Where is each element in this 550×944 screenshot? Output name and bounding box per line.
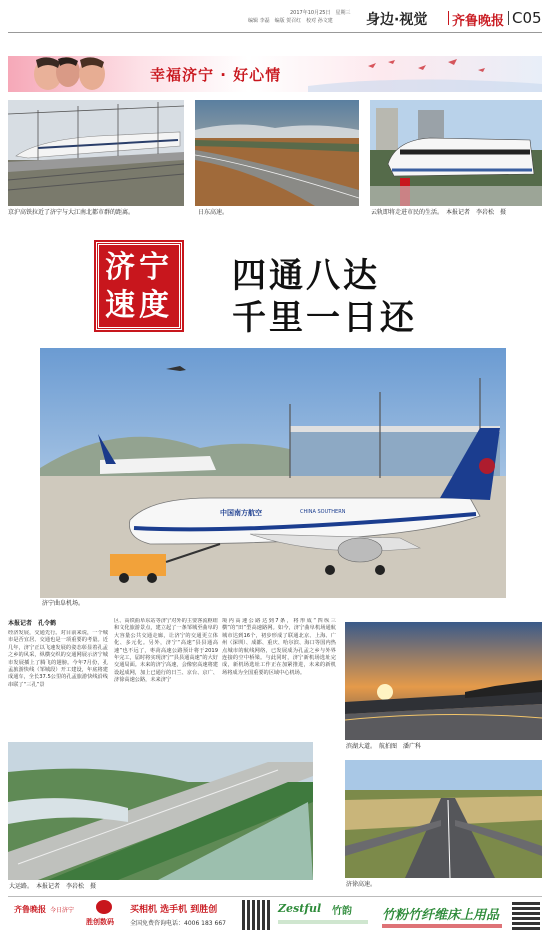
qr-code-icon-2	[512, 902, 540, 930]
caption-monorail: 云轨即将走进市民的生活。 本报记者 李岩松 摄	[371, 209, 507, 216]
article-column-3: 境内高速公路达到7条，将形成“四纵三横”的“田”型高速路网。如今，济宁曲阜机场通航城市达到16个，初步形成了联通北京、上海、广州（深圳）、成都、重庆、哈尔滨、海口等国内热点城市的航线网络，已发展成为孔孟之乡与外界连接的空中桥梁。与此同时，济宁新机场选址完成，新机场选址工作正在加紧推进，未来的新机场将成为全国重要的区域中心机场。	[222, 618, 336, 676]
photo-high-speed-train	[8, 100, 184, 206]
shengchuang-icon	[96, 900, 112, 914]
headline-line-2: 千里一日还	[232, 298, 417, 338]
caption-binhu: 滨湖大道。 航拍图 潘广科	[346, 743, 422, 750]
ad-bamboo-bedding[interactable]	[380, 900, 510, 934]
caption-airport: 济宁曲阜机场。	[42, 600, 85, 607]
photo-airport	[40, 348, 506, 598]
ad-shengchuang-text[interactable]	[130, 900, 238, 934]
photo-rizhao-expressway	[195, 100, 359, 206]
banner-slogan: 幸福济宁 · 好心情	[150, 66, 282, 84]
header-divider	[448, 11, 449, 25]
headline-line-1: 四通八达	[232, 256, 380, 296]
ad-shengchuang-title: 买相机 选手机 到胜创	[130, 905, 218, 915]
page-number: C05	[512, 9, 542, 27]
plane-livery-en: CHINA SOUTHERN	[300, 509, 346, 515]
header-divider-2	[508, 11, 509, 25]
banner	[8, 56, 542, 92]
plane-livery-cn: 中国南方航空	[220, 509, 262, 517]
ad-zestful-brand-cn: 竹韵	[332, 906, 352, 917]
photo-jixu-expressway	[345, 760, 542, 878]
ad-bamboo-contact-bar	[382, 924, 502, 928]
caption-jixu: 济徐高速。	[346, 881, 377, 888]
ad-zestful[interactable]	[278, 900, 376, 934]
ad-newspaper[interactable]	[12, 902, 82, 934]
photo-dayun-road	[8, 742, 313, 880]
editor-credits: 编辑 李磊 编版 贺召红 校对 孙文建	[248, 18, 333, 24]
article-column-2: 区、高铁曲阜东站等济宁对外的主要客流枢纽和文化旅游景点，建立起了一条邹城至曲阜的大容量公共交通走廊，让济宁的交通更立体化、多元化。另外，济宁“高速”县县通高速”也不远了，枣菏高速公路预计将于2019年完工，届时将实现济宁“县县通高速”的大好交通局面。未来的济宁高速，会像密高速将建设起成网，加上已通行的日兰、京台、京广、济徐高速公路，未来济宁	[114, 618, 218, 684]
caption-dayun: 大运路。 本报记者 李岩松 摄	[9, 883, 97, 890]
article-column-1: 经济发展，交通先行。对目前来说，一个城市是否宜居、交通也是一项重要的考量。近几年，济宁正以飞速发展的姿态彰显着孔孟之乡的风采，纵横交织的交通网展示济宁城市发展插上了腾飞的翅膀。今年7月份，孔孟旅游快线（邹城段）开工建设，年底将建成通车，全长37.5公里的孔孟旅游快线沿线串联了“三孔”景	[8, 630, 108, 688]
ad-shengchuang-phone: 全国免费咨询电话：4006 183 667	[130, 920, 226, 927]
stamp-line-1: 济宁	[105, 250, 173, 285]
ad-newspaper-logo: 齐鲁晚报	[14, 905, 46, 914]
header-rule	[8, 32, 542, 33]
article-byline: 本报记者 孔令鹤	[8, 620, 57, 627]
photo-monorail	[370, 100, 542, 206]
photo-binhu-avenue	[345, 622, 542, 740]
ad-newspaper-sub: 今日济宁	[50, 907, 75, 914]
ad-bamboo-title: 竹粉竹纤维床上用品	[382, 908, 500, 923]
stamp-line-2: 速度	[105, 288, 173, 323]
jining-speed-stamp	[96, 242, 182, 330]
ad-zestful-brand: Zestful	[278, 902, 322, 915]
ad-zestful-contact-bar	[278, 920, 368, 924]
caption-train: 京沪高铁拉近了济宁与大江南北都市群的距离。	[8, 209, 135, 216]
section-title: 身边·视觉	[366, 12, 428, 28]
ad-shengchuang-logo[interactable]	[86, 900, 126, 934]
caption-expressway: 日东高速。	[198, 209, 229, 216]
footer-rule	[8, 896, 542, 897]
newspaper-logo: 齐鲁晚报	[452, 14, 505, 29]
ad-shengchuang-name: 胜创数码	[86, 918, 114, 926]
issue-date: 2017年10月25日 星期三	[290, 10, 351, 16]
qr-code-icon	[242, 900, 272, 930]
